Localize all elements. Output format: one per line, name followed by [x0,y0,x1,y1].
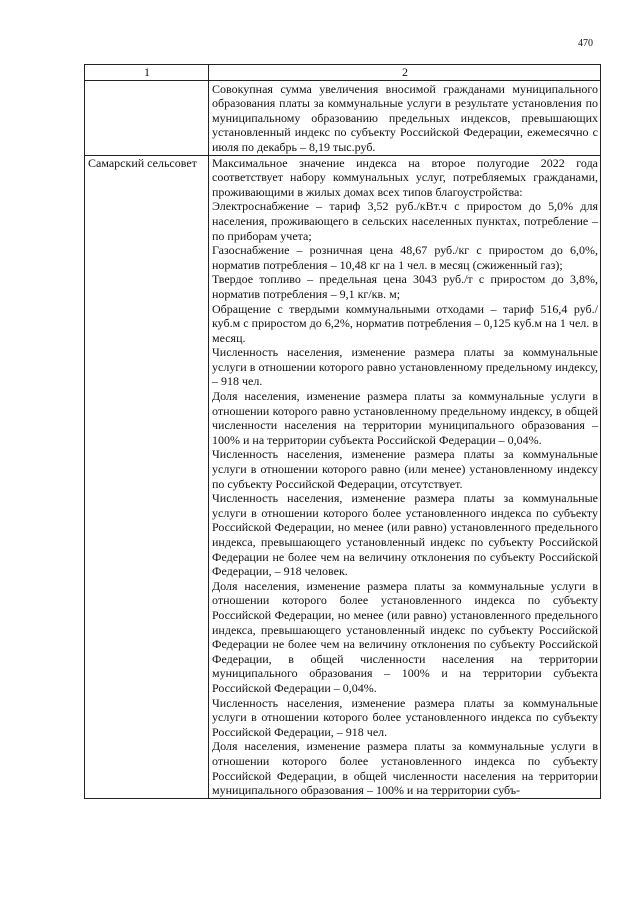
paragraph: Обращение с твердыми коммунальными отходами – тариф 516,4 руб./куб.м с приростом до 6,2%, норматив потребления – 0,125 куб.м на 1 чел. в месяц. [212,301,598,345]
paragraph: Численность населения, изменение размера платы за коммунальные услуги в отношении которого равно установленному предельному индексу, – 918 чел. [212,345,598,389]
paragraph: Совокупная сумма увеличения вносимой гражданами муниципального образования платы за коммунальные услуги в результате установления по муниципальному образованию предельных индексов, превышающих установленный индекс по субъекту Российской Федерации, ежемесячно с июля по декабрь – 8,19 тыс.руб. [212,81,598,154]
paragraph: Численность населения, изменение размера платы за коммунальные услуги в отношении которого более установленного индекса по субъекту Российской Федерации, – 918 чел. [212,695,598,739]
document-table [84,64,601,799]
paragraph: Доля населения, изменение размера платы за коммунальные услуги в отношении которого более установленного индекса по субъекту Российской Федерации, в общей численности населения на территории муниципального образования – 100% и на территории субъ- [212,739,598,798]
paragraph: Твердое топливо – предельная цена 3043 руб./т с приростом до 3,8%, норматив потребления – 9,1 кг/кв. м; [212,272,598,301]
paragraph: Электроснабжение – тариф 3,52 руб./кВт.ч с приростом до 5,0% для населения, проживающего в сельских населенных пунктах, потребление – по приборам учета; [212,199,598,243]
header-col-2: 2 [209,65,601,81]
table-row [85,80,601,155]
paragraph: Максимальное значение индекса на второе полугодие 2022 года соответствует набору коммунальных услуг, потребляемых гражданами, проживающими в жилых домах всех типов благоустройства: [212,155,598,199]
paragraph: Численность населения, изменение размера платы за коммунальные услуги в отношении которого более установленного индекса по субъекту Российской Федерации, но менее (или равно) установленного предельного индекса, превышающего установленный индекс по субъекту Российской Федерации не более чем на величину отклонения по субъекту Российской Федерации, – 918 человек. [212,491,598,579]
row-name-cell: Самарский сельсовет [85,155,209,798]
table-header-row [85,65,601,81]
row-text-cell [209,155,601,798]
paragraph: Доля населения, изменение размера платы за коммунальные услуги в отношении которого более установленного индекса по субъекту Российской Федерации, но менее (или равно) установленного предельного индекса, превышающего установленный индекс по субъекту Российской Федерации не более чем на величину отклонения по субъекту Российской Федерации, в общей численности населения на территории муниципального образования – 100% и на территории субъекта Российской Федерации – 0,04%. [212,578,598,695]
paragraph: Численность населения, изменение размера платы за коммунальные услуги в отношении которого равно (или менее) установленному индексу по субъекту Российской Федерации, отсутствует. [212,447,598,491]
page-number: 470 [578,38,593,49]
table-row [85,155,601,798]
paragraph: Газоснабжение – розничная цена 48,67 руб./кг с приростом до 6,0%, норматив потребления – 10,48 кг на 1 чел. в месяц (сжиженный газ); [212,243,598,272]
paragraph: Доля населения, изменение размера платы за коммунальные услуги в отношении которого равно установленному предельному индексу, в общей численности населения на территории муниципального образования – 100% и на территории субъекта Российской Федерации – 0,04%. [212,389,598,447]
header-col-1: 1 [85,65,209,81]
row-name-cell [85,80,209,155]
row-text-cell [209,80,601,155]
